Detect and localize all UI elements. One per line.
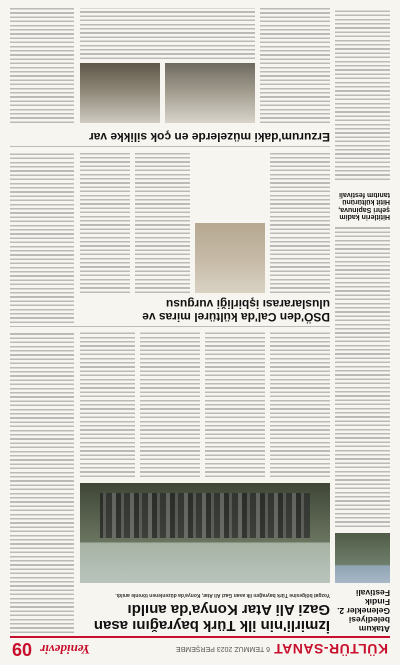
- section-divider-2: [10, 146, 330, 147]
- culture-photo: [195, 223, 265, 293]
- main-story-headline: İzmirli'nin ilk Türk bayrağını asan Gazi Ali Atar Konya'da anıldı: [93, 601, 330, 634]
- sapinuva-body-text: [335, 10, 390, 180]
- sapinuva-headline: Hititlerin kadim şehri Sapinuva, Hitit kültürünü tanıtım festivali: [338, 190, 390, 220]
- main-story-col-4: [80, 332, 135, 477]
- main-story-photo: [80, 483, 330, 583]
- museum-story-headline: Erzurum'daki müzelerde en çok silikke var: [89, 130, 330, 144]
- atakum-headline: Atakum belediyesi Gelenekler 2. Fındık Festivali: [337, 588, 390, 634]
- main-story-col-1: [270, 332, 330, 477]
- main-story-col-3: [140, 332, 200, 477]
- atakum-photo: [335, 533, 390, 583]
- section-name: KÜLTÜR-SANAT: [273, 641, 388, 657]
- sapinuva-story: [335, 191, 390, 220]
- main-story-col-2: [205, 332, 265, 477]
- right-column-text: [10, 333, 74, 633]
- newspaper-logo: Yenidevir: [40, 642, 90, 657]
- museum-col-1: [260, 8, 330, 123]
- culture-col-3: [80, 153, 130, 293]
- culture-col-1: [270, 153, 330, 293]
- page-number: 09: [12, 639, 33, 659]
- museum-story-headline-block: [10, 130, 330, 143]
- culture-col-2: [135, 153, 190, 293]
- atakum-story: [335, 588, 390, 633]
- museum-photo-2: [80, 63, 160, 123]
- museum-col-3: [10, 8, 74, 123]
- issue-date: 6 TEMMUZ 2023 PERŞEMBE: [175, 645, 270, 652]
- main-story-lead: Yozgat bölgesine Türk bayrağını ilk asan Gazi Ali Atar, Konya'da düzenlenen törenle anıldı.: [115, 592, 330, 599]
- section-divider: [10, 326, 330, 327]
- culture-story-headline-block: [80, 298, 330, 323]
- museum-col-2: [80, 8, 255, 59]
- culture-col-4: [10, 153, 74, 323]
- museum-photo-1: [165, 63, 255, 123]
- culture-story-headline: DSÖ'den Cal'da kültürel miras ve uluslararası işbirliği vurgusu: [142, 297, 330, 324]
- page-header: [10, 636, 390, 660]
- main-story-headline-block: [80, 593, 330, 634]
- atakum-body-text: [335, 227, 390, 527]
